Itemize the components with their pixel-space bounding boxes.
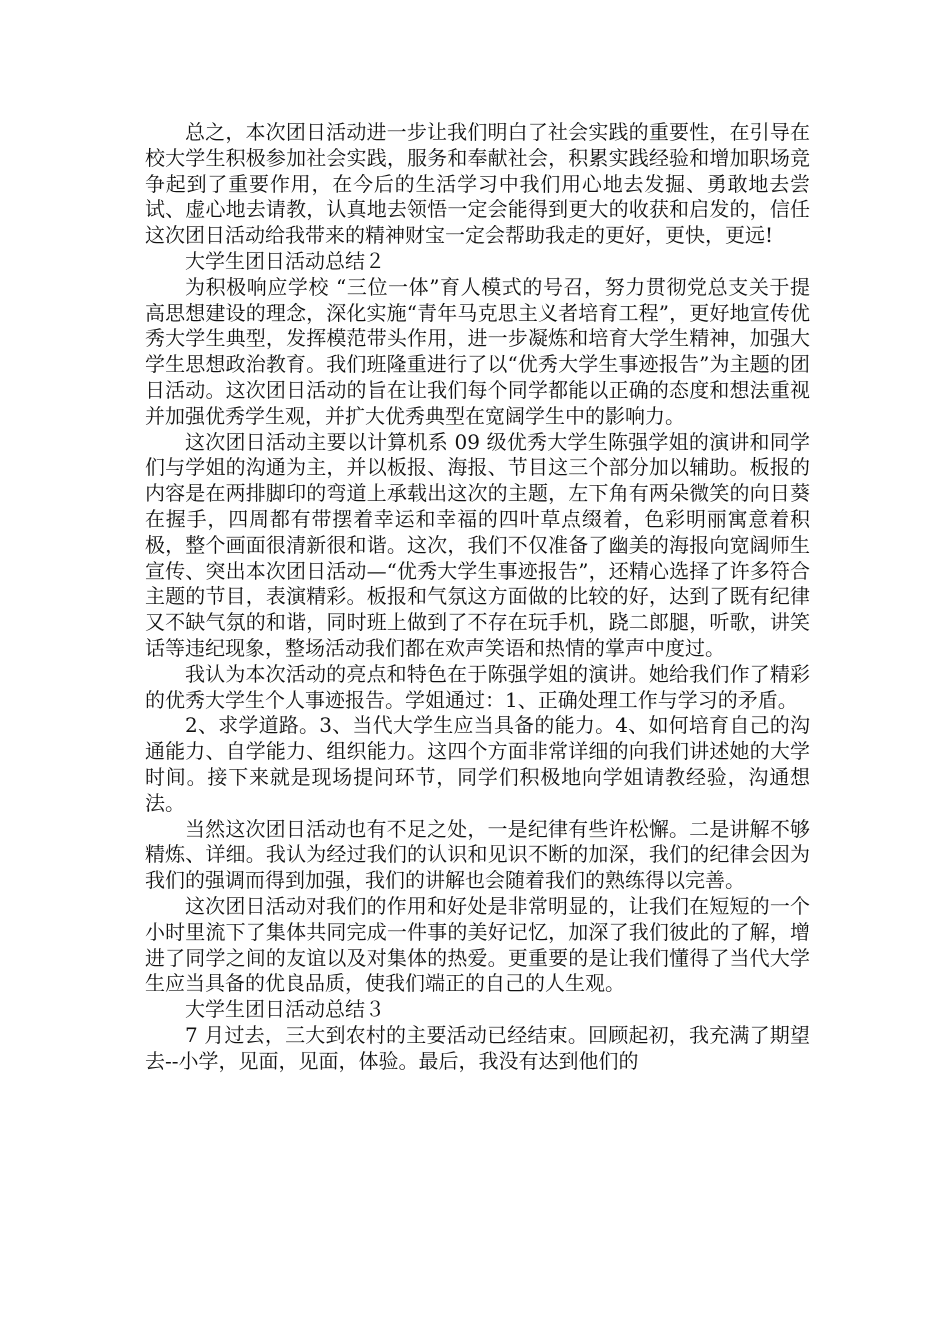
document-page [145,120,810,1074]
paragraph-activity-content: 这次团日活动主要以计算机系 09 级优秀大学生陈强学姐的演讲和同学们与学姐的沟通为主，并以板报、海报、节目这三个部分加以辅助。板报的内容是在两排脚印的弯道上承载出这次的主题，左下角有两朵微笑的向日葵在握手，四周都有带摆着幸运和幸福的四叶草点缀着，色彩明丽寓意着积极，整个画面很清新很和谐。这次，我们不仅准备了幽美的海报向宽阔师生宣传、突出本次团日活动—“优秀大学生事迹报告”，还精心选择了许多符合主题的节目，表演精彩。板报和气氛这方面做的比较的好，达到了既有纪律又不缺气氛的和谐，同时班上做到了不存在玩手机，跷二郎腿，听歌，讲笑话等违纪现象，整场活动我们都在欢声笑语和热情的掌声中度过。 [145,429,810,660]
paragraph-activity-purpose: 为积极响应学校 “三位一体”育人模式的号召，努力贯彻党总支关于提高思想建设的理念，深化实施“青年马克思主义者培育工程”，更好地宣传优秀大学生典型，发挥模范带头作用，进一步凝炼和培育大学生精神，加强大学生思想政治教育。我们班隆重进行了以“优秀大学生事迹报告”为主题的团日活动。这次团日活动的旨在让我们每个同学都能以正确的态度和想法重视并加强优秀学生观，并扩大优秀典型在宽阔学生中的影响力。 [145,274,810,428]
paragraph-highlight: 我认为本次活动的亮点和特色在于陈强学姐的演讲。她给我们作了精彩的优秀大学生个人事迹报告。学姐通过：1、正确处理工作与学习的矛盾。 [145,661,810,712]
paragraph-summary-conclusion: 总之，本次团日活动进一步让我们明白了社会实践的重要性，在引导在校大学生积极参加社会实践，服务和奉献社会，积累实践经验和增加职场竞争起到了重要作用，在今后的生活学习中我们用心地去发掘、勇敢地去尝试、虚心地去请教，认真地去领悟一定会能得到更大的收获和启发的，信任这次团日活动给我带来的精神财宝一定会帮助我走的更好，更快，更远! [145,120,810,248]
paragraph-shortcomings: 当然这次团日活动也有不足之处，一是纪律有些许松懈。二是讲解不够精炼、详细。我认为经过我们的认识和见识不断的加深，我们的纪律会因为我们的强调而得到加强，我们的讲解也会随着我们的熟练得以完善。 [145,816,810,893]
paragraph-rural-activity: 7 月过去，三大到农村的主要活动已经结束。回顾起初，我充满了期望去--小学，见面，见面，体验。最后，我没有达到他们的 [145,1022,810,1073]
paragraph-benefits: 这次团日活动对我们的作用和好处是非常明显的，让我们在短短的一个小时里流下了集体共同完成一件事的美好记忆，加深了我们彼此的了解，增进了同学之间的友谊以及对集体的热爱。更重要的是让我们懂得了当代大学生应当具备的优良品质，使我们端正的自己的人生观。 [145,893,810,996]
paragraph-speech-topics: 2、求学道路。3、当代大学生应当具备的能力。4、如何培育自己的沟通能力、自学能力、组织能力。这四个方面非常详细的向我们讲述她的大学时间。接下来就是现场提问环节，同学们积极地向学姐请教经验，沟通想法。 [145,713,810,815]
section-heading-3: 大学生团日活动总结３ [185,997,385,1022]
section-heading-2: 大学生团日活动总结２ [185,248,385,273]
